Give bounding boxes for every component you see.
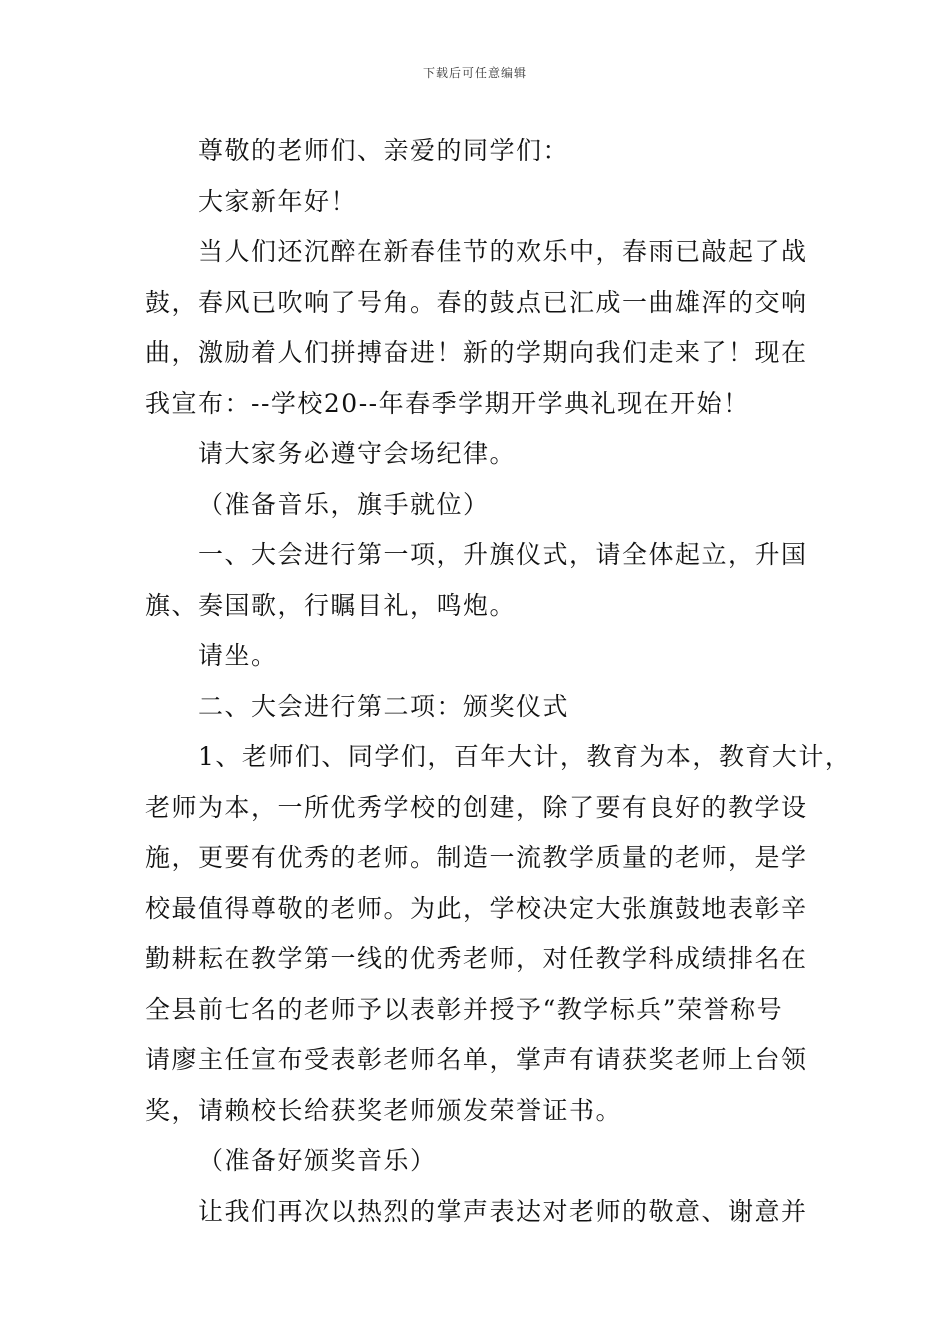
paragraph-be-seated <box>145 631 815 682</box>
paragraph-opening <box>145 227 815 429</box>
text-line: 尊敬的老师们、亲爱的同学们： <box>198 136 570 165</box>
text-line: 请廖主任宣布受表彰老师名单，掌声有请获奖老师上台领 <box>145 1045 808 1074</box>
text-line: （准备音乐，旗手就位） <box>198 489 490 519</box>
paragraph-award-item <box>145 682 815 733</box>
text-line: 我宣布：--学校20--年春季学期开学典礼现在开始！ <box>145 388 750 418</box>
paragraph-salutation <box>145 126 815 177</box>
paragraph-greeting <box>145 177 815 228</box>
text-line: 请大家务必遵守会场纪律。 <box>198 439 517 468</box>
paragraph-discipline <box>145 429 815 480</box>
text-line: 曲，激励着人们拼搏奋进！新的学期向我们走来了！现在 <box>145 338 808 367</box>
paragraph-stage-note <box>145 480 815 531</box>
text-line: （准备好颁奖音乐） <box>198 1146 437 1175</box>
paragraph-award-details <box>145 732 852 1136</box>
paragraph-flag-ceremony <box>145 530 815 631</box>
text-line: 当人们还沉醉在新春佳节的欢乐中，春雨已敲起了战 <box>198 237 808 266</box>
text-line: 大家新年好！ <box>198 186 358 216</box>
text-line: 奖，请赖校长给获奖老师颁发荣誉证书。 <box>145 1095 623 1125</box>
text-line: 鼓，春风已吹响了号角。春的鼓点已汇成一曲雄浑的交响 <box>145 287 808 317</box>
text-line: 老师为本，一所优秀学校的创建，除了要有良好的教学设 <box>145 792 808 822</box>
text-line: 1、老师们、同学们，百年大计，教育为本，教育大计， <box>198 742 852 771</box>
text-line: 施，更要有优秀的老师。制造一流教学质量的老师，是学 <box>145 843 808 872</box>
document-body <box>145 126 852 1237</box>
text-line: 二、大会进行第二项：颁奖仪式 <box>198 691 570 721</box>
text-line: 旗、奏国歌，行瞩目礼，鸣炮。 <box>145 590 517 620</box>
text-line: 勤耕耘在教学第一线的优秀老师，对任教学科成绩排名在 <box>145 944 808 973</box>
text-line: 让我们再次以热烈的掌声表达对老师的敬意、谢意并 <box>198 1196 808 1226</box>
text-line: 一、大会进行第一项，升旗仪式，请全体起立，升国 <box>198 540 808 569</box>
text-line: 校最值得尊敬的老师。为此，学校决定大张旗鼓地表彰辛 <box>145 893 808 923</box>
header-note: 下载后可任意编辑 <box>422 66 527 80</box>
text-line: 请坐。 <box>198 641 278 670</box>
text-line: 全县前七名的老师予以表彰并授予“教学标兵”荣誉称号 <box>145 994 784 1024</box>
paragraph-music-note <box>145 1136 815 1187</box>
paragraph-applause <box>145 1187 815 1238</box>
